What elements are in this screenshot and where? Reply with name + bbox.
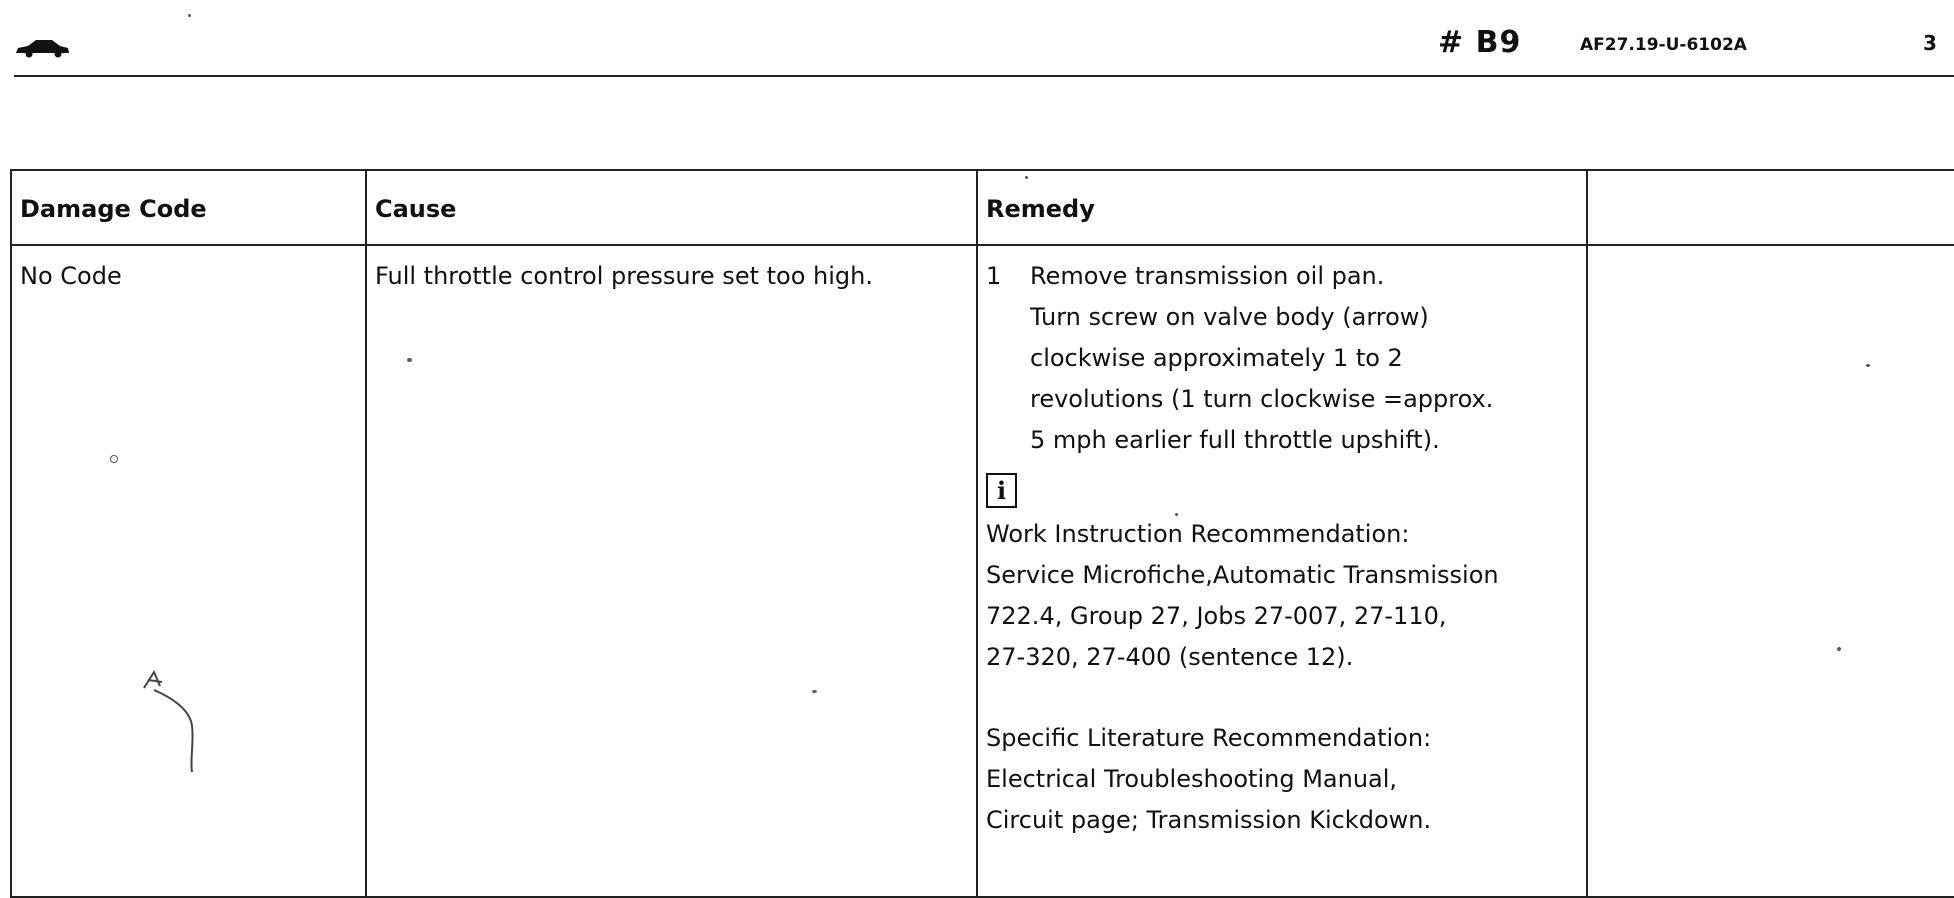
scan-speck (110, 455, 118, 463)
pencil-mark (134, 668, 204, 778)
remedy-step-number: 1 (986, 262, 1002, 290)
work-instruction-line: 27-320, 27-400 (sentence 12). (986, 643, 1354, 671)
spacer (986, 678, 1578, 718)
remedy-step-line: Remove transmission oil pan. (1030, 262, 1385, 290)
remedy-step-line: clockwise approximately 1 to 2 (1030, 344, 1403, 372)
work-instruction-line: Service Microfiche,Automatic Transmission (986, 561, 1499, 589)
column-header-remedy: Remedy (977, 170, 1587, 245)
info-icon: i (986, 473, 1017, 508)
remedy-cell (977, 245, 1587, 897)
cause-value: Full throttle control pressure set too high. (375, 262, 873, 290)
column-header-cause: Cause (366, 170, 977, 245)
scan-speck (407, 358, 412, 362)
notes-cell (1587, 245, 1954, 897)
scan-speck (1175, 513, 1178, 516)
table-header-row (11, 170, 1954, 245)
page-number: 3 (1923, 31, 1937, 55)
scan-speck (188, 14, 191, 17)
scan-speck (1025, 176, 1028, 179)
remedy-step-line: 5 mph earlier full throttle upshift). (1030, 426, 1440, 454)
page-id: # B9 (1438, 25, 1522, 60)
car-icon (14, 36, 70, 58)
column-header-damage-code: Damage Code (11, 170, 366, 245)
remedy-step-line: revolutions (1 turn clockwise =approx. (1030, 385, 1494, 413)
cause-cell (366, 245, 977, 897)
document-reference: AF27.19-U-6102A (1580, 35, 1747, 55)
fault-table (10, 169, 1954, 898)
header-rule (14, 75, 1954, 77)
scan-speck (1866, 364, 1870, 367)
literature-line: Electrical Troubleshooting Manual, (986, 765, 1398, 793)
scan-speck (812, 690, 817, 693)
damage-code-value: No Code (20, 262, 122, 290)
remedy-step-line: Turn screw on valve body (arrow) (1030, 303, 1429, 331)
remedy-step (986, 256, 1578, 461)
work-instruction-heading: Work Instruction Recommendation: (986, 520, 1410, 548)
scan-speck (1837, 647, 1841, 651)
literature-line: Circuit page; Transmission Kickdown. (986, 806, 1432, 834)
column-header-blank (1587, 170, 1954, 245)
work-instruction-line: 722.4, Group 27, Jobs 27-007, 27-110, (986, 602, 1447, 630)
table-row (11, 245, 1954, 897)
remedy-step-text (1030, 256, 1578, 461)
damage-code-cell (11, 245, 366, 897)
literature-heading: Specific Literature Recommendation: (986, 724, 1432, 752)
page-header (0, 0, 1954, 80)
